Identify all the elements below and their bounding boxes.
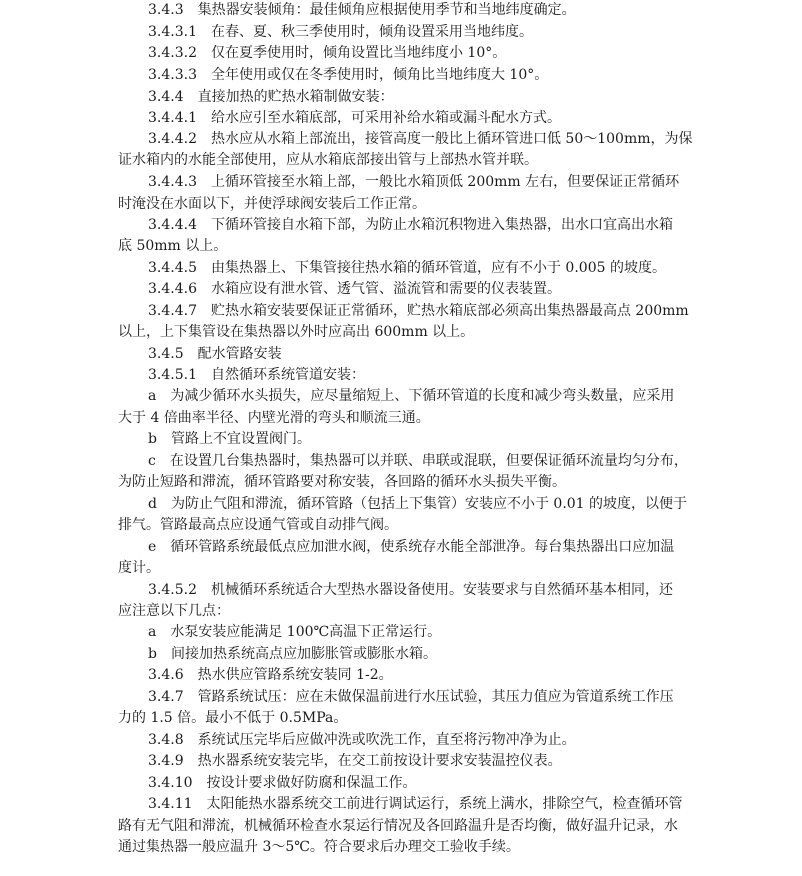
text-line: 3.4.5.2 机械循环系统适合大型热水器设备使用。安装要求与自然循环基本相同，还 — [148, 582, 673, 598]
text-line: 3.4.4.6 水箱应设有泄水管、透气管、溢流管和需要的仪表装置。 — [148, 281, 561, 297]
text-line: 3.4.11 太阳能热水器系统交工前进行调试运行，系统上满水，排除空气，检查循环管 — [148, 796, 683, 812]
text-line: 3.4.9 热水器系统安装完毕，在交工前按设计要求安装温控仪表。 — [148, 753, 562, 769]
text-line: 3.4.4 直接加热的贮热水箱制做安装： — [148, 89, 394, 105]
text-line: 3.4.3.1 在春、夏、秋三季使用时，倾角设置采用当地纬度。 — [148, 24, 533, 40]
text-line: 3.4.4.5 由集热器上、下集管接往热水箱的循环管道，应有不小于 0.005 的坡度。 — [148, 260, 666, 276]
text-line: 应注意以下几点： — [118, 603, 230, 619]
text-line: 度计。 — [118, 560, 160, 576]
text-line: e 循环管路系统最低点应加泄水阀，使系统存水能全部泄净。每台集热器出口应加温 — [148, 539, 675, 555]
text-line: 以上，上下集管设在集热器以外时应高出 600mm 以上。 — [118, 324, 475, 340]
text-line: 证水箱内的水能全部使用，应从水箱底部接出管与上部热水管并联。 — [118, 152, 538, 168]
text-line: 3.4.7 管路系统试压：应在未做保温前进行水压试验，其压力值应为管道系统工作压 — [148, 689, 674, 705]
text-line: 为防止短路和滞流，循环管路要对称安装，各回路的循环水头损失平衡。 — [118, 474, 566, 490]
text-line: 3.4.4.7 贮热水箱安装要保证正常循环，贮热水箱底部必须高出集热器最高点 200mm — [148, 303, 689, 319]
text-line: c 在设置几台集热器时，集热器可以并联、串联或混联，但要保证循环流量均匀分布， — [148, 453, 688, 469]
text-line: 时淹没在水面以下，并使浮球阀安装后工作正常。 — [118, 196, 426, 212]
text-line: 3.4.8 系统试压完毕后应做冲洗或吹洗工作，直至将污物冲净为止。 — [148, 732, 576, 748]
text-line: 3.4.4.4 下循环管接自水箱下部，为防止水箱沉积物进入集热器，出水口宜高出水箱 — [148, 217, 673, 233]
text-line: d 为防止气阻和滞流，循环管路（包括上下集管）安装应不小于 0.01 的坡度，以便于 — [148, 496, 688, 512]
text-line: 3.4.5.1 自然循环系统管道安装： — [148, 367, 365, 383]
text-line: 3.4.5 配水管路安装 — [148, 346, 282, 362]
text-line: 3.4.3.2 仅在夏季使用时，倾角设置比当地纬度小 10°。 — [148, 45, 507, 61]
text-line: 3.4.3.3 全年使用或仅在冬季使用时，倾角比当地纬度大 10°。 — [148, 67, 549, 83]
text-line: 3.4.4.1 给水应引至水箱底部，可采用补给水箱或漏斗配水方式。 — [148, 110, 561, 126]
text-line: 3.4.3 集热器安装倾角：最佳倾角应根据使用季节和当地纬度确定。 — [148, 2, 576, 18]
text-line: 路有无气阻和滞流，机械循环检查水泵运行情况及各回路温升是否均衡，做好温升记录，水 — [118, 818, 678, 834]
text-line: 3.4.10 按设计要求做好防腐和保温工作。 — [148, 775, 417, 791]
text-line: b 管路上不宜设置阀门。 — [148, 431, 311, 447]
text-line: 通过集热器一般应温升 3～5℃。符合要求后办理交工验收手续。 — [118, 839, 520, 855]
text-line: 3.4.4.2 热水应从水箱上部流出，接管高度一般比上循环管进口低 50～100mm，为保 — [148, 131, 693, 147]
text-line: 排气。管路最高点应设通气管或自动排气阀。 — [118, 517, 398, 533]
text-line: 大于 4 倍曲率半径、内壁光滑的弯头和顺流三通。 — [118, 410, 430, 426]
text-line: 底 50mm 以上。 — [118, 238, 228, 254]
text-line: 力的 1.5 倍。最小不低于 0.5MPa。 — [118, 710, 348, 726]
text-line: 3.4.4.3 上循环管接至水箱上部，一般比水箱顶低 200mm 左右，但要保证正常循环 — [148, 174, 680, 190]
text-line: b 间接加热系统高点应加膨胀管或膨胀水箱。 — [148, 646, 437, 662]
text-line: a 为减少循环水头损失，应尽量缩短上、下循环管道的长度和减少弯头数量，应采用 — [148, 388, 675, 404]
text-line: 3.4.6 热水供应管路系统安装同 1-2。 — [148, 667, 393, 683]
text-line: a 水泵安装应能满足 100℃高温下正常运行。 — [148, 624, 442, 640]
